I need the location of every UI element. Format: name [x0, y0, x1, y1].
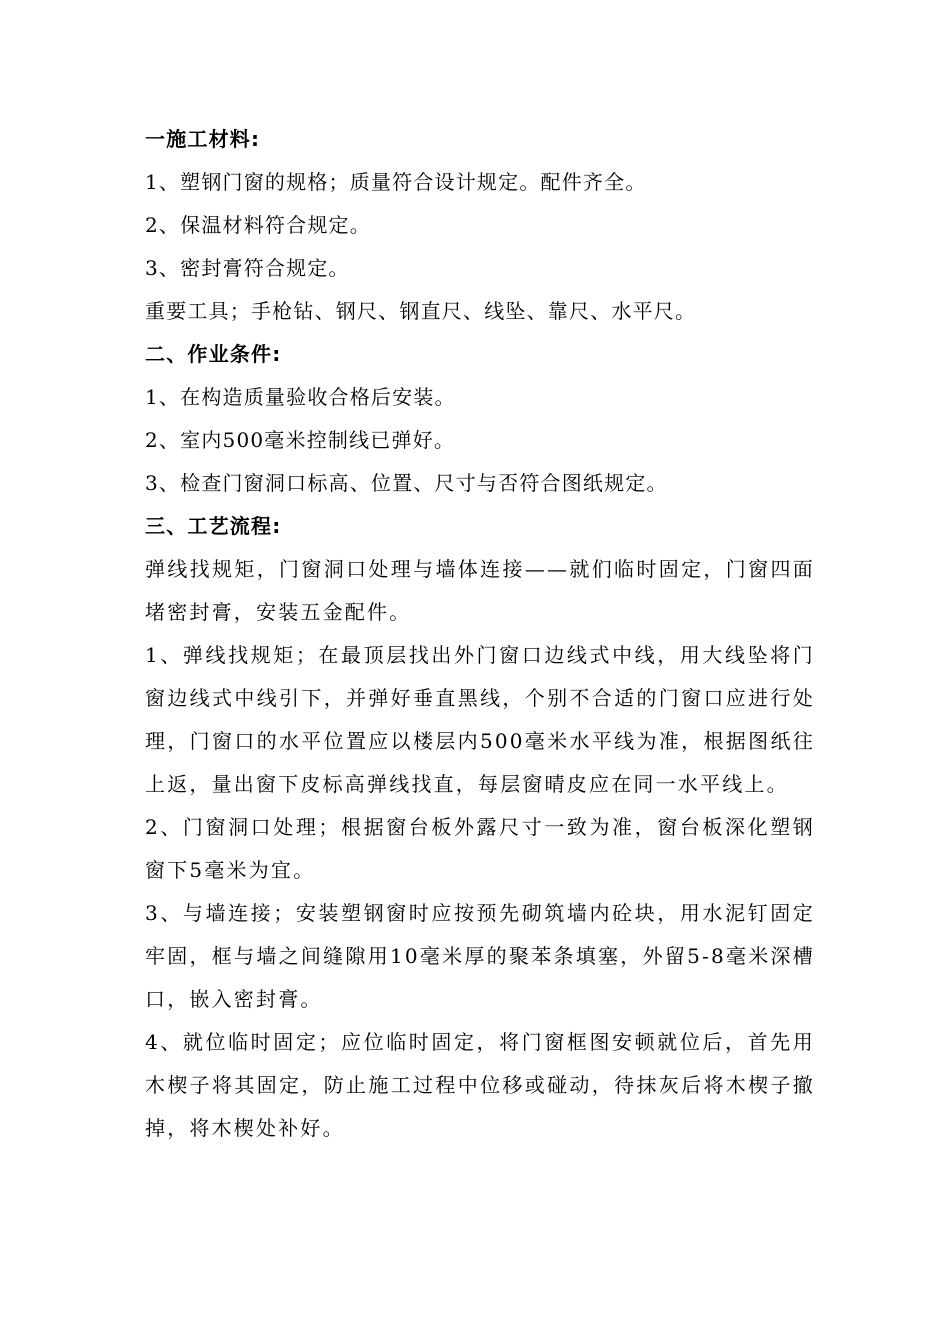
process-intro: 弹线找规矩，门窗洞口处理与墙体连接——就们临时固定，门窗四面堵密封膏，安装五金配件。 — [145, 557, 815, 624]
materials-item-2: 2、保温材料符合规定。 — [145, 213, 371, 237]
conditions-item-1: 1、在构造质量验收合格后安装。 — [145, 385, 456, 409]
conditions-item-3: 3、检查门窗洞口标高、位置、尺寸与否符合图纸规定。 — [145, 471, 668, 495]
section-heading-conditions: 二、作业条件: — [145, 342, 282, 366]
conditions-item-2: 2、室内500毫米控制线已弹好。 — [145, 428, 456, 452]
process-step-2: 2、门窗洞口处理；根据窗台板外露尺寸一致为准，窗台板深化塑钢窗下5毫米为宜。 — [145, 815, 815, 882]
tools-line: 重要工具；手枪钻、钢尺、钢直尺、线坠、靠尺、水平尺。 — [145, 299, 697, 323]
materials-item-3: 3、密封膏符合规定。 — [145, 256, 350, 280]
process-step-3: 3、与墙连接；安装塑钢窗时应按预先砌筑墙内砼块，用水泥钉固定牢固，框与墙之间缝隙用10毫米厚的聚苯条填塞，外留5-8毫米深槽口，嵌入密封膏。 — [145, 901, 815, 1011]
document-page — [145, 118, 815, 1150]
process-step-4: 4、就位临时固定；应位临时固定，将门窗框图安顿就位后，首先用木楔子将其固定，防止施工过程中位移或碰动，待抹灰后将木楔子撤掉，将木楔处补好。 — [145, 1030, 815, 1140]
section-heading-process: 三、工艺流程: — [145, 514, 282, 538]
materials-item-1: 1、塑钢门窗的规格；质量符合设计规定。配件齐全。 — [145, 170, 647, 194]
section-heading-materials: 一施工材料: — [145, 127, 261, 151]
process-step-1: 1、弹线找规矩；在最顶层找出外门窗口边线式中线，用大线坠将门窗边线式中线引下，并弹好垂直黑线，个别不合适的门窗口应进行处理，门窗口的水平位置应以楼层内500毫米水平线为准，根据图纸往上返，量出窗下皮标高弹线找直，每层窗晴皮应在同一水平线上。 — [145, 643, 815, 796]
